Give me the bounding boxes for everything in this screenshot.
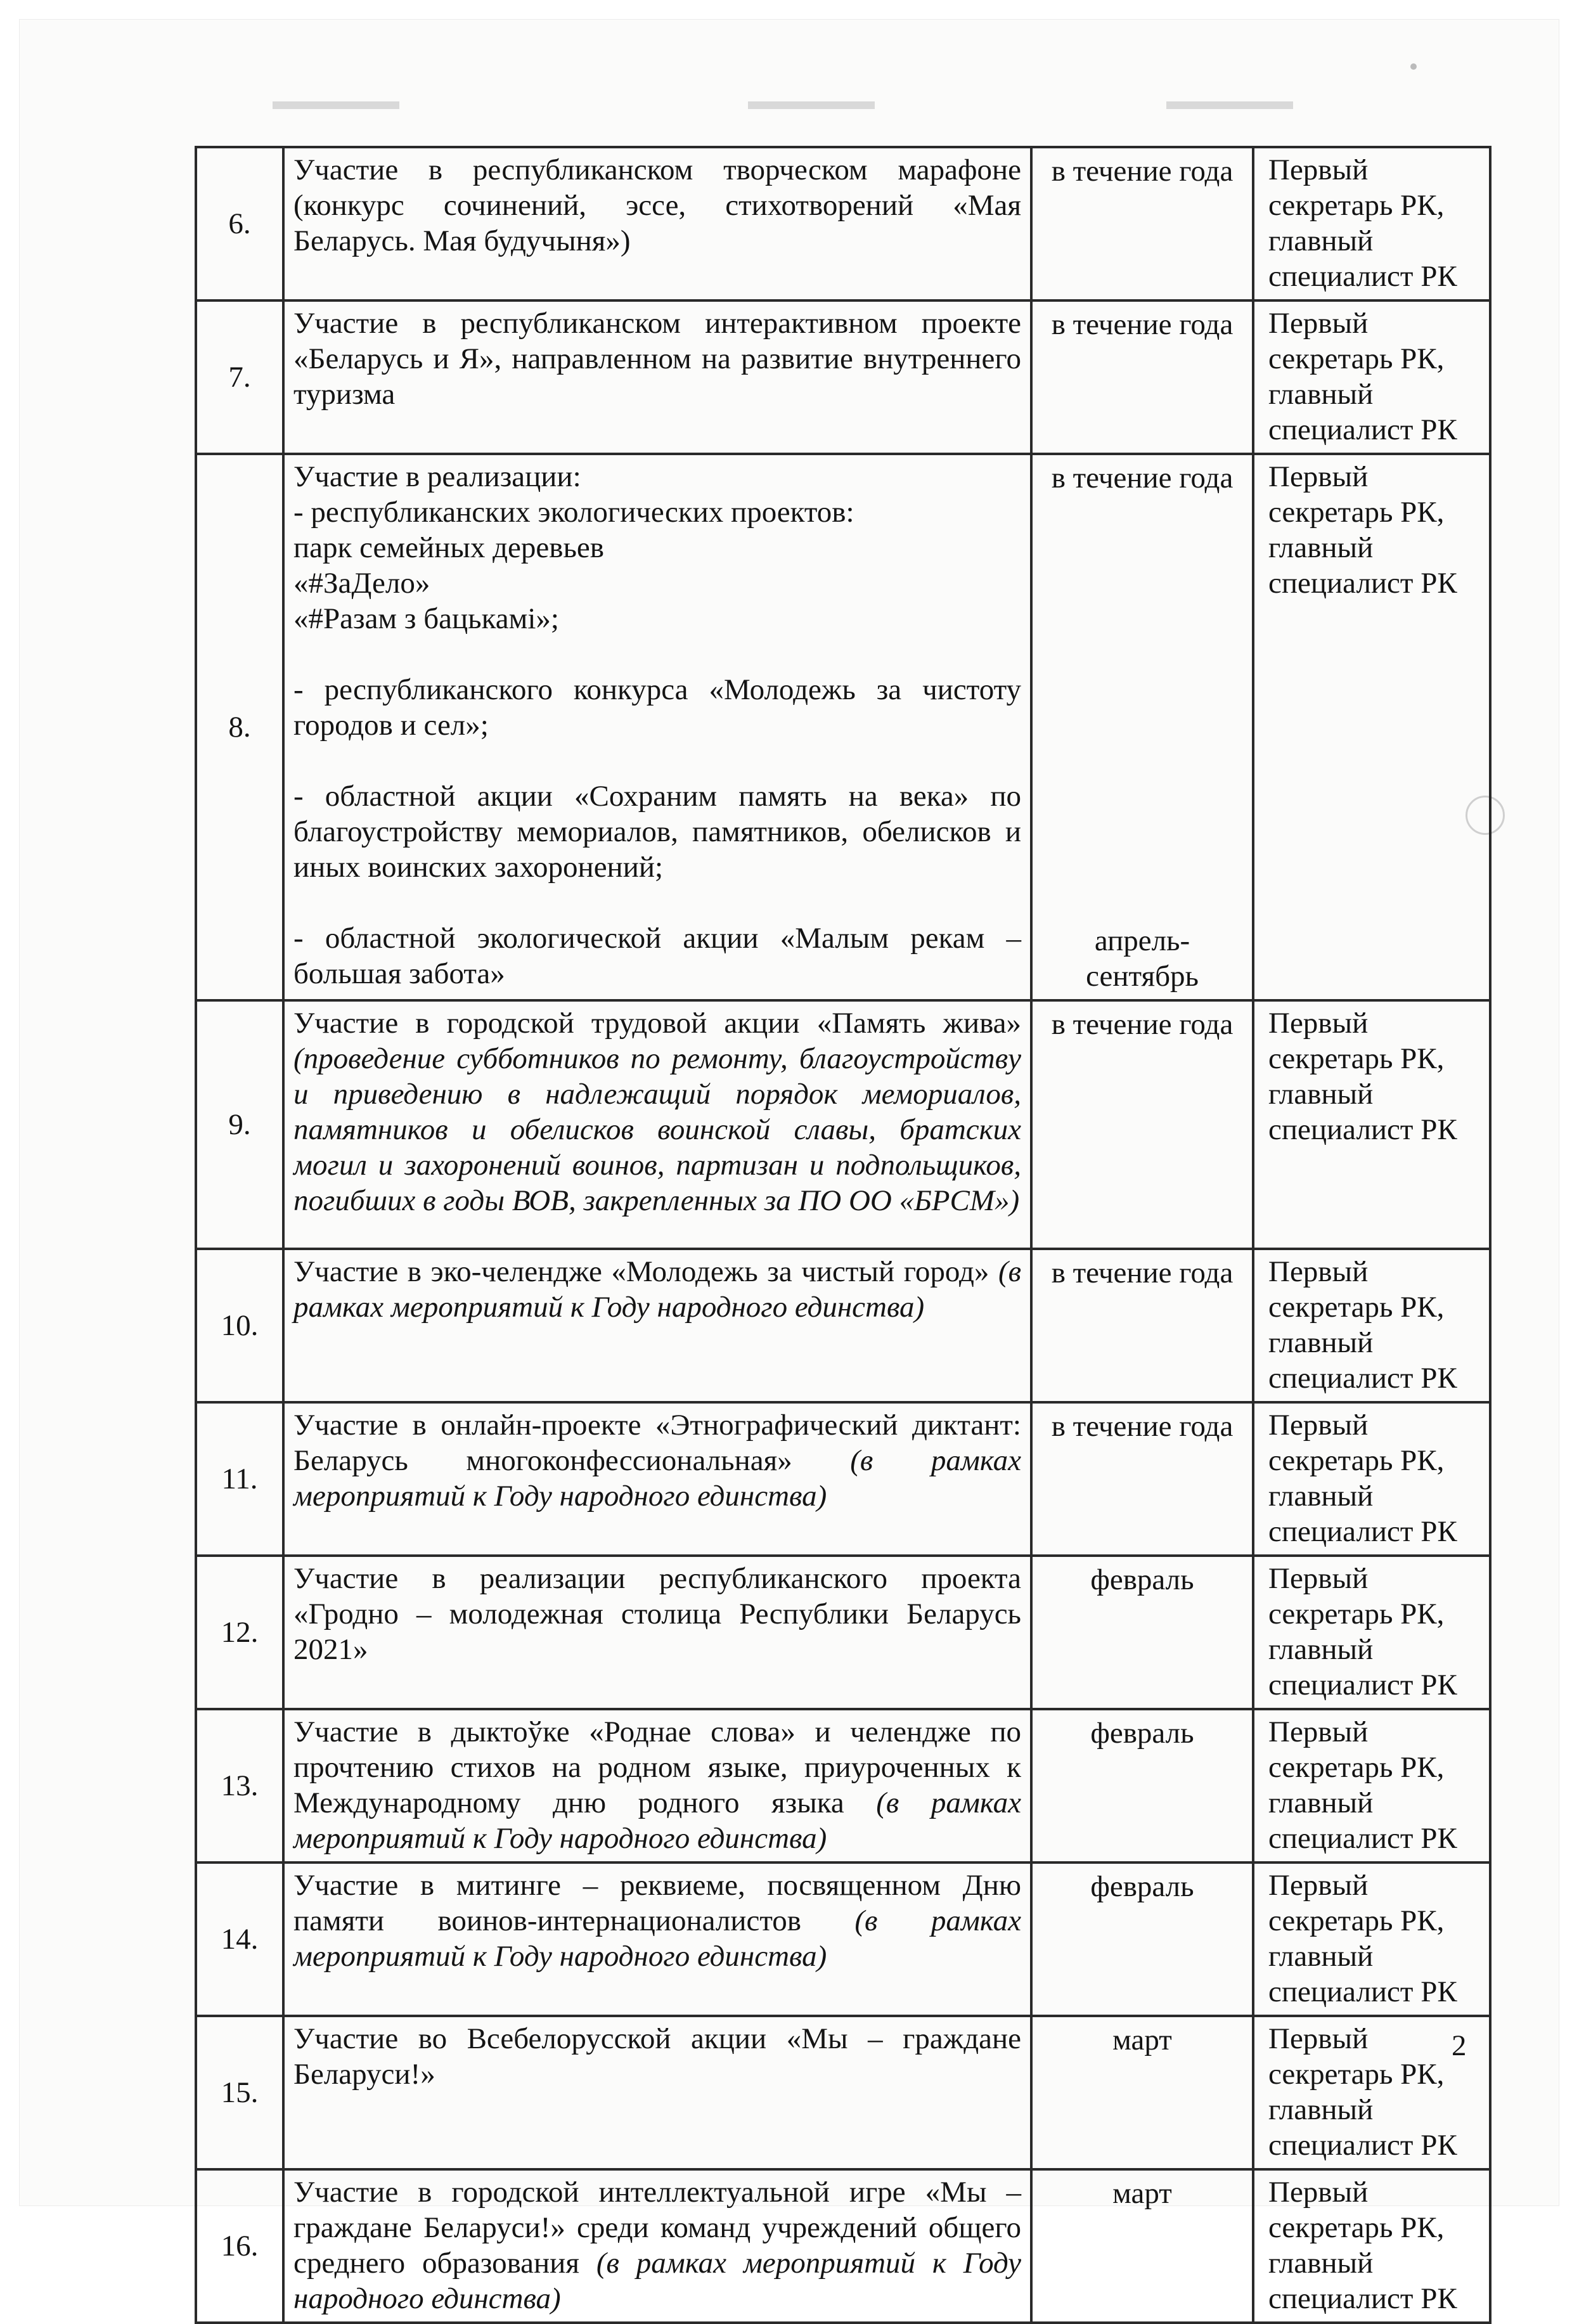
bleed-through-text: ▬▬▬▬▬ <box>748 96 875 124</box>
event-name-main: Участие в городской трудовой акции «Память жива» <box>293 1007 1021 1040</box>
page-number: 2 <box>1452 2029 1467 2062</box>
event-name-line: - областной экологической акции «Малым рекам – большая забота» <box>293 922 1021 990</box>
event-name-line: - областной акции «Сохраним память на века» по благоустройству мемориалов, памятников, обелисков и иных воинских захоронений; <box>293 780 1021 884</box>
event-name <box>283 1709 1031 1862</box>
table-row <box>196 1862 1490 2016</box>
row-number: 13. <box>196 1709 283 1862</box>
table-row <box>196 2169 1490 2323</box>
event-name-note: (проведение субботников по ремонту, благоустройству и приведению в надлежащий порядок мемориалов, памятников и обелисков воинской славы, братских могил и захоронений воинов, партизан и подпольщиков, погибших в годы ВОВ, закрепленных за ПО ОО «БРСМ») <box>293 1042 1021 1217</box>
table-row <box>196 1000 1490 1249</box>
table-row <box>196 1709 1490 1862</box>
bleed-through-text: ▬▬▬▬▬ <box>1166 96 1293 124</box>
table-row <box>196 1402 1490 1556</box>
row-number: 8. <box>196 454 283 1000</box>
event-name: Участие во Всебелорусской акции «Мы – граждане Беларуси!» <box>283 2016 1031 2169</box>
event-term: в течение года <box>1031 147 1253 300</box>
table-row <box>196 454 1490 1000</box>
event-name: Участие в республиканском творческом марафоне (конкурс сочинений, эссе, стихотворений «Мая Беларусь. Мая будучыня») <box>283 147 1031 300</box>
event-term: в течение года <box>1031 1402 1253 1556</box>
event-responsible: Первый секретарь РК, главный специалист РК <box>1253 147 1490 300</box>
event-responsible: Первый секретарь РК, главный специалист РК <box>1253 1862 1490 2016</box>
scan-speck <box>1410 63 1417 70</box>
event-name <box>283 454 1031 1000</box>
event-name-note: (в рамках мероприятий к Году народного единства) <box>293 1786 1022 1855</box>
row-number: 12. <box>196 1556 283 1709</box>
event-name-line: - республиканских экологических проектов: <box>293 496 854 529</box>
event-responsible: Первый секретарь РК, главный специалист РК <box>1253 1402 1490 1556</box>
event-name <box>283 1402 1031 1556</box>
event-term-secondary: апрель-сентябрь <box>1086 924 1199 993</box>
event-name: Участие в республиканском интерактивном проекте «Беларусь и Я», направленном на развитие внутреннего туризма <box>283 300 1031 454</box>
event-name-line: - республиканского конкурса «Молодежь за чистоту городов и сел»; <box>293 673 1021 742</box>
event-responsible: Первый секретарь РК, главный специалист РК <box>1253 1249 1490 1402</box>
event-name <box>283 2169 1031 2323</box>
event-name-note: (в рамках мероприятий к Году народного единства) <box>293 1444 1022 1513</box>
event-term: февраль <box>1031 1862 1253 2016</box>
table-row <box>196 147 1490 300</box>
event-responsible: Первый секретарь РК, главный специалист РК <box>1253 1556 1490 1709</box>
event-name-note: (в рамках мероприятий к Году народного единства) <box>293 1255 1022 1324</box>
event-name-main: Участие в дыктоўке «Роднае слова» и челендже по прочтению стихов на родном языке, приуроченных к Международному дню родного языка <box>293 1715 1021 1819</box>
event-term: в течение года <box>1031 1249 1253 1402</box>
event-responsible: Первый секретарь РК, главный специалист РК <box>1253 1000 1490 1249</box>
event-name-main: Участие в эко-челендже «Молодежь за чистый город» <box>293 1255 989 1288</box>
bleed-through-text: ▬▬▬▬▬ <box>273 96 399 124</box>
event-responsible: Первый секретарь РК, главный специалист РК <box>1253 2169 1490 2323</box>
event-responsible: Первый секретарь РК, главный специалист РК <box>1253 2016 1490 2169</box>
event-term: март <box>1031 2169 1253 2323</box>
event-name-main: Участие в городской интеллектуальной игре «Мы – граждане Беларуси!» среди команд учреждений общего среднего образования <box>293 2176 1021 2280</box>
row-number: 16. <box>196 2169 283 2323</box>
row-number: 7. <box>196 300 283 454</box>
plan-table <box>195 146 1491 2324</box>
row-number: 6. <box>196 147 283 300</box>
event-name: Участие в реализации республиканского проекта «Гродно – молодежная столица Республики Беларусь 2021» <box>283 1556 1031 1709</box>
event-term: февраль <box>1031 1709 1253 1862</box>
event-name-note: (в рамках мероприятий к Году народного единства) <box>293 2247 1021 2315</box>
table-row <box>196 2016 1490 2169</box>
event-name-note: (в рамках мероприятий к Году народного единства) <box>293 1904 1021 1973</box>
event-term <box>1031 454 1253 1000</box>
event-responsible: Первый секретарь РК, главный специалист РК <box>1253 300 1490 454</box>
table-row <box>196 300 1490 454</box>
event-name-line: «#Разам з бацькамі»; <box>293 602 559 635</box>
row-number: 15. <box>196 2016 283 2169</box>
event-term-primary: в течение года <box>1051 462 1234 494</box>
row-number: 14. <box>196 1862 283 2016</box>
event-name-line: «#ЗаДело» <box>293 567 430 600</box>
row-number: 10. <box>196 1249 283 1402</box>
event-name <box>283 1862 1031 2016</box>
table-row <box>196 1556 1490 1709</box>
event-name-main: Участие в митинге – реквиеме, посвященном Дню памяти воинов-интернационалистов <box>293 1869 1021 1937</box>
event-term: в течение года <box>1031 1000 1253 1249</box>
table-row <box>196 1249 1490 1402</box>
event-responsible: Первый секретарь РК, главный специалист РК <box>1253 1709 1490 1862</box>
event-name <box>283 1249 1031 1402</box>
event-name-line: парк семейных деревьев <box>293 531 604 564</box>
row-number: 9. <box>196 1000 283 1249</box>
row-number: 11. <box>196 1402 283 1556</box>
event-responsible: Первый секретарь РК, главный специалист РК <box>1253 454 1490 1000</box>
event-name-main: Участие в онлайн-проекте «Этнографический диктант: Беларусь многоконфессиональная» <box>293 1409 1021 1477</box>
event-term: февраль <box>1031 1556 1253 1709</box>
event-name <box>283 1000 1031 1249</box>
event-term: в течение года <box>1031 300 1253 454</box>
event-term: март <box>1031 2016 1253 2169</box>
event-name-line: Участие в реализации: <box>293 460 581 493</box>
